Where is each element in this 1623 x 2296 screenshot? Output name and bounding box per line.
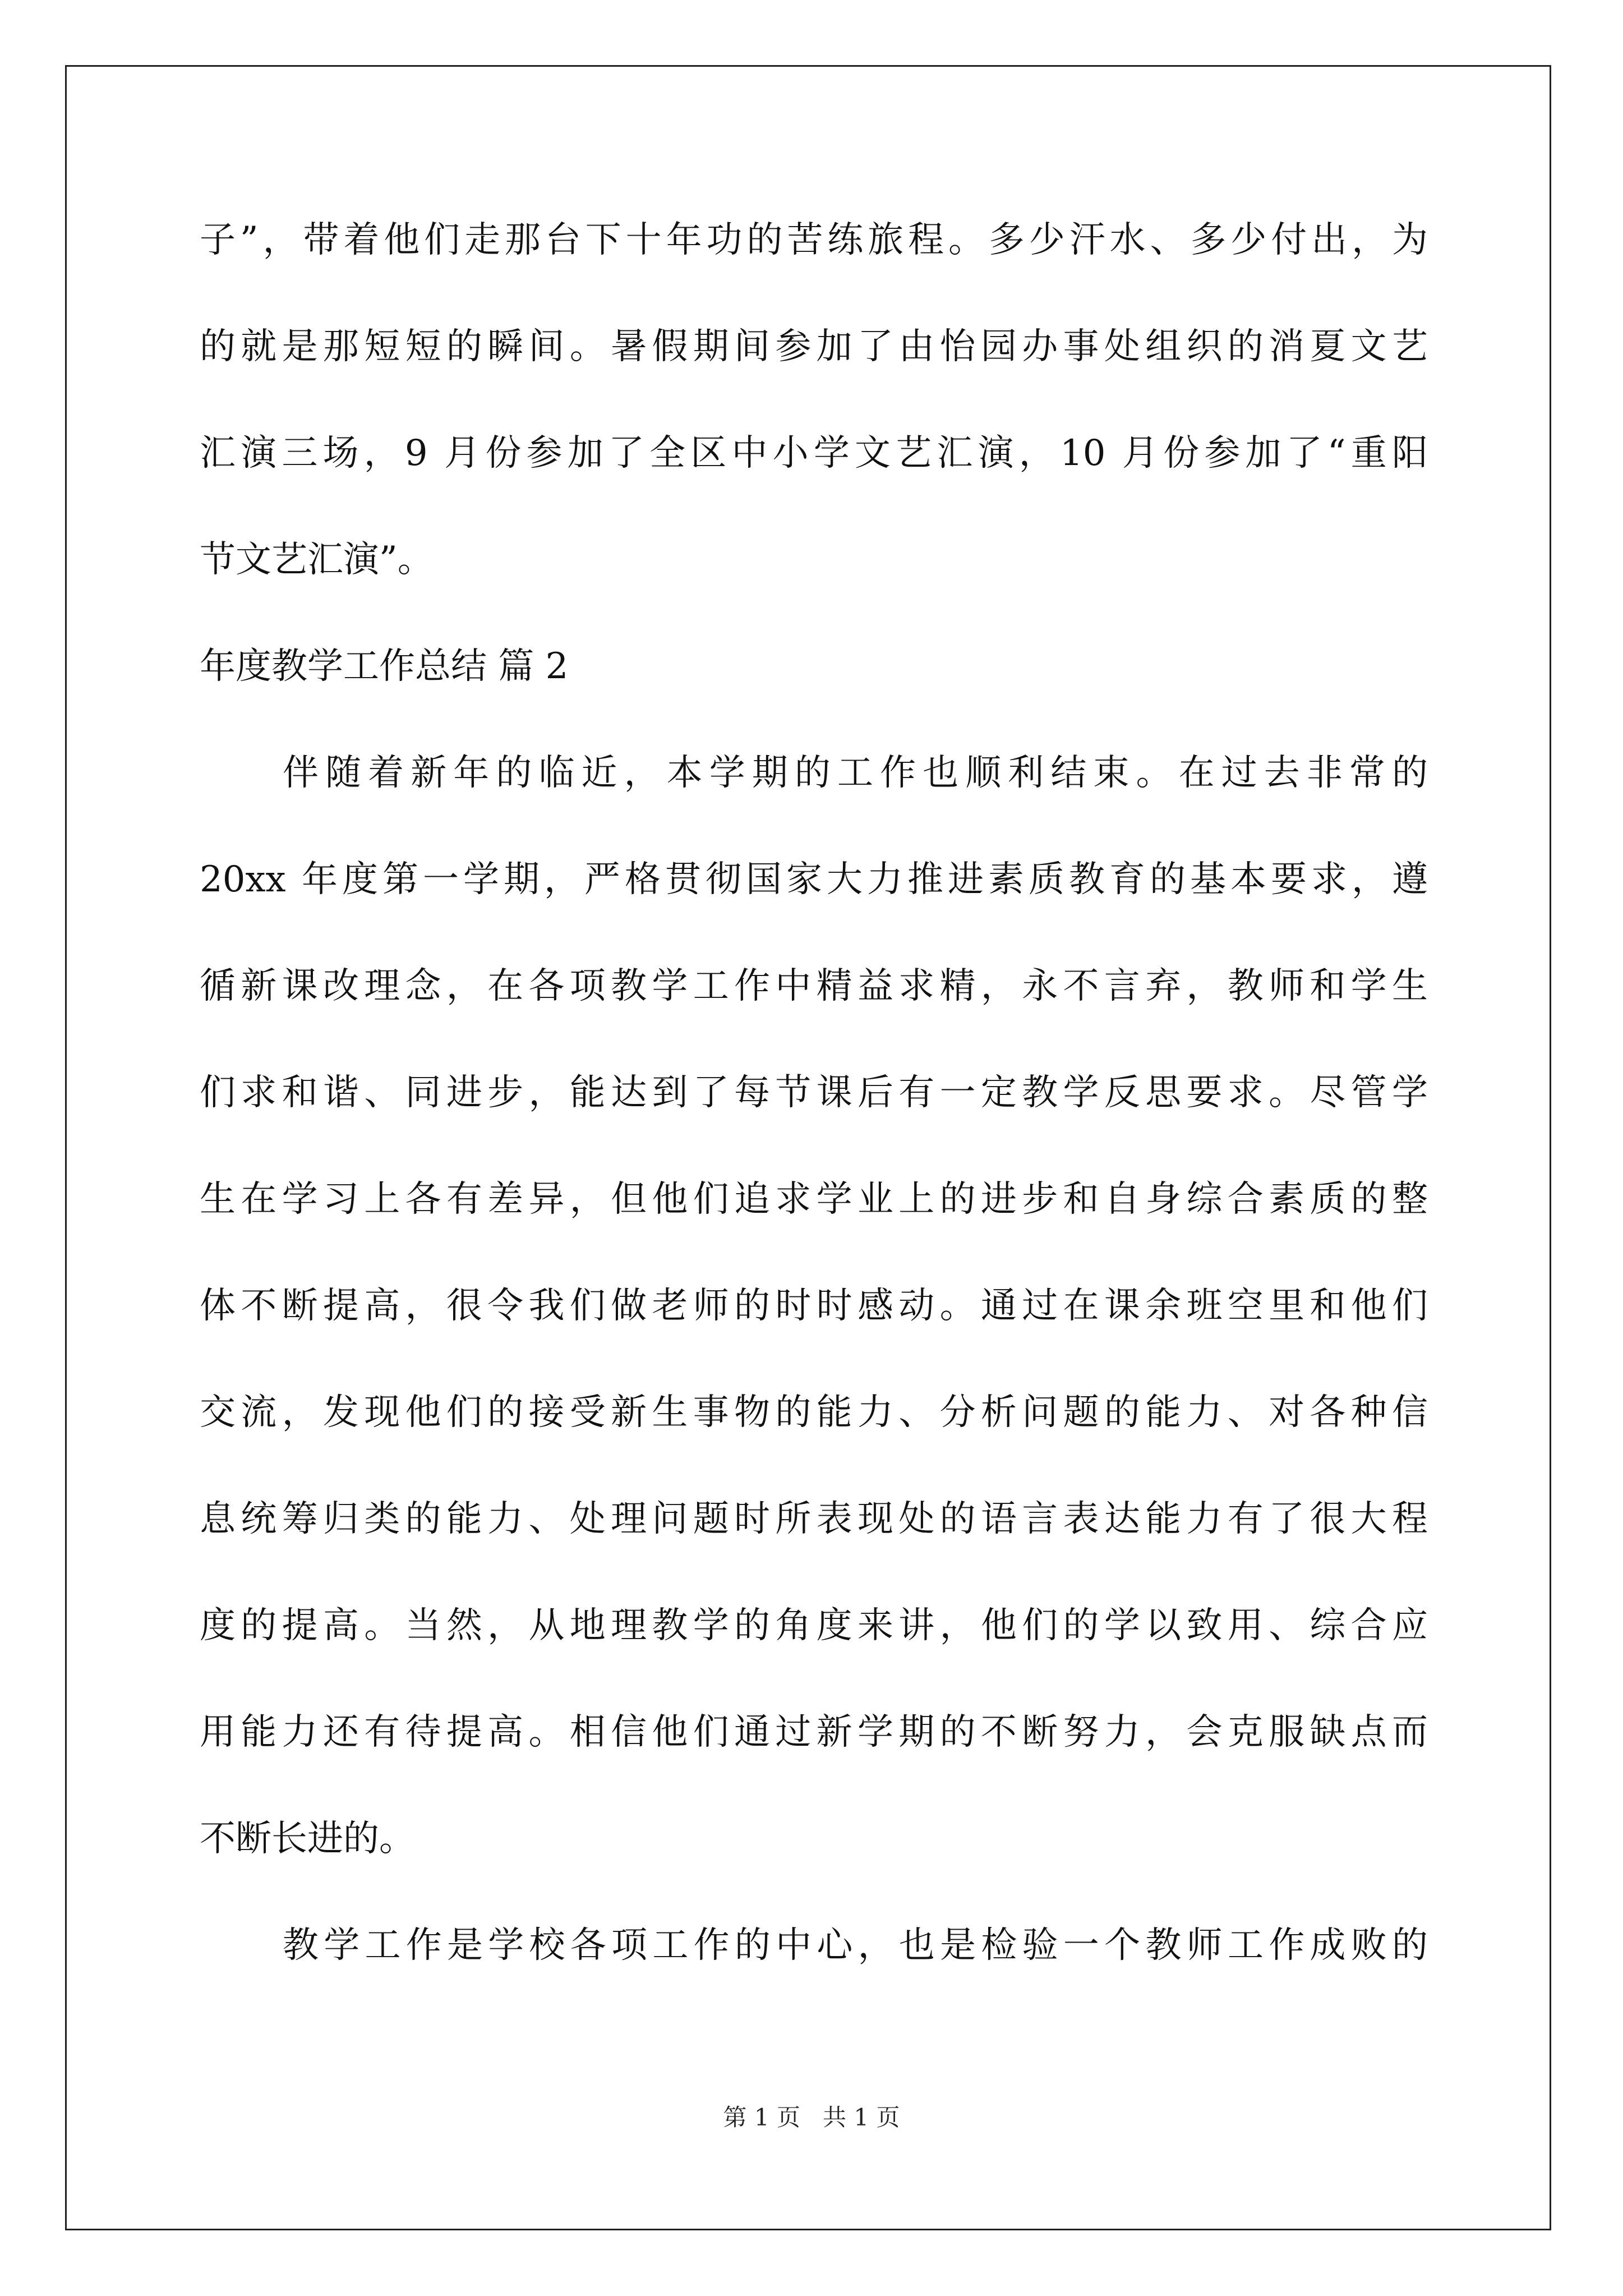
paragraph-first-line: 教学工作是学校各项工作的中心，也是检验一个教师工作成败的	[283, 1925, 1428, 1966]
body-line: 不断长进的。	[200, 1818, 415, 1860]
body-line: 汇演三场，9 月份参加了全区中小学文艺汇演，10 月份参加了“重阳	[200, 432, 1428, 474]
paragraph-first-line: 伴随着新年的临近，本学期的工作也顺利结束。在过去非常的	[283, 752, 1428, 794]
body-line: 的就是那短短的瞬间。暑假期间参加了由怡园办事处组织的消夏文艺	[200, 326, 1428, 367]
body-line: 循新课改理念，在各项教学工作中精益求精，永不言弃，教师和学生	[200, 965, 1428, 1007]
body-line: 度的提高。当然，从地理教学的角度来讲，他们的学以致用、综合应	[200, 1605, 1428, 1646]
body-line: 20xx 年度第一学期，严格贯彻国家大力推进素质教育的基本要求，遵	[200, 859, 1428, 900]
body-line: 们求和谐、同进步，能达到了每节课后有一定教学反思要求。尽管学	[200, 1072, 1428, 1114]
body-line: 用能力还有待提高。相信他们通过新学期的不断努力，会克服缺点而	[200, 1711, 1428, 1753]
page-number-footer: 第 1 页 共 1 页	[723, 2104, 900, 2131]
body-line: 生在学习上各有差异，但他们追求学业上的进步和自身综合素质的整	[200, 1179, 1428, 1220]
body-line: 息统筹归类的能力、处理问题时所表现处的语言表达能力有了很大程	[200, 1498, 1428, 1540]
section-heading: 年度教学工作总结 篇 2	[200, 646, 569, 687]
body-line: 交流，发现他们的接受新生事物的能力、分析问题的能力、对各种信	[200, 1392, 1428, 1433]
body-line: 体不断提高，很令我们做老师的时时感动。通过在课余班空里和他们	[200, 1285, 1428, 1327]
page-border	[65, 65, 1551, 2230]
body-line: 节文艺汇演”。	[200, 539, 434, 581]
body-line: 子”，带着他们走那台下十年功的苦练旅程。多少汗水、多少付出，为	[200, 219, 1428, 261]
